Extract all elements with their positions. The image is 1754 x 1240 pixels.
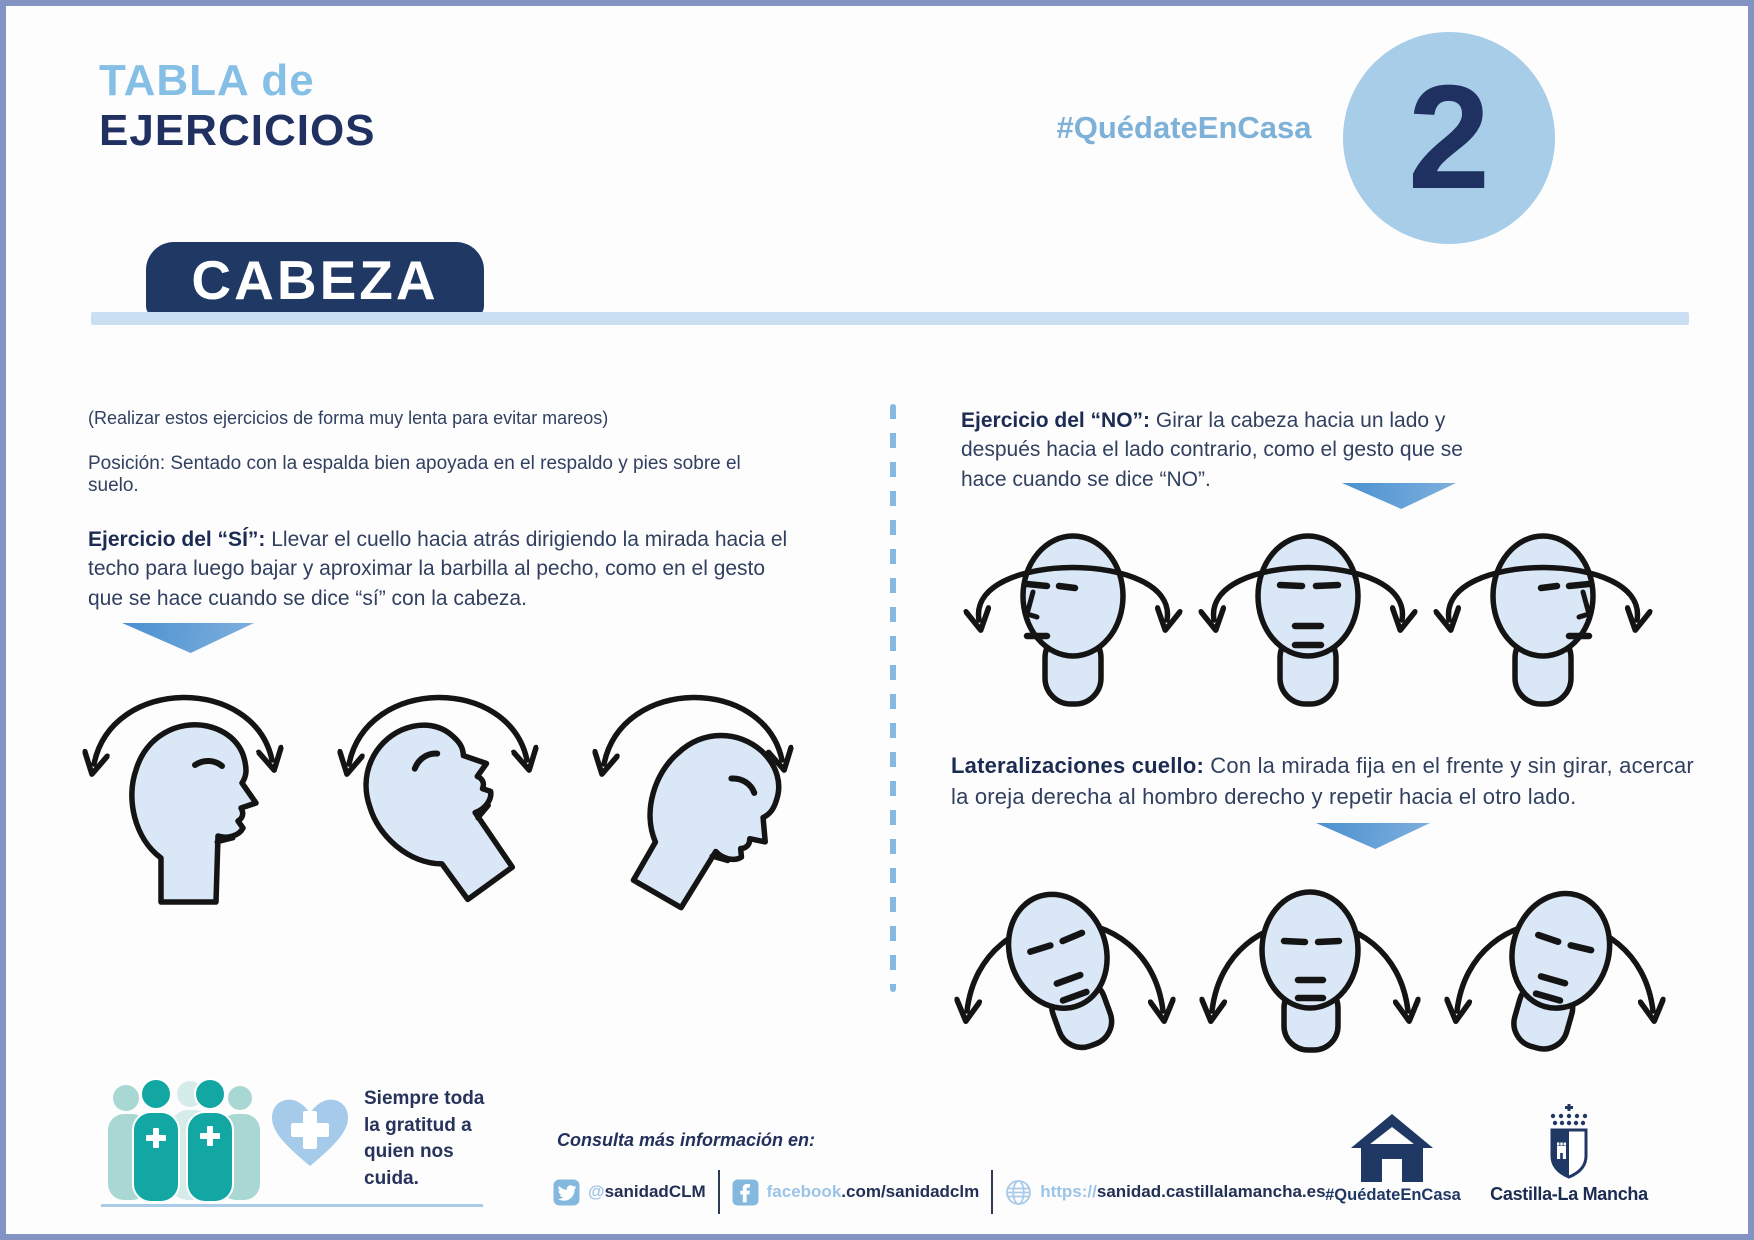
website-item [1005,1179,1325,1206]
hashtag-footer: #QuédateEnCasa [1325,1186,1461,1204]
facebook-prefix: facebook [766,1182,842,1201]
head-front-turned-left [979,536,1168,704]
house-icon [1351,1114,1433,1182]
hashtag-header: #QuédateEnCasa [1056,110,1312,145]
exercise-no-text: Girar la cabeza hacia un lado y después hacia el lado contrario, como el gesto que se hace cuando se dice “NO”. [961,409,1463,491]
facebook-f-icon [732,1179,759,1206]
exercise-no-label: Ejercicio del “NO”: [961,409,1151,432]
down-arrow-triangle [1316,823,1430,849]
position-instruction: Posición: Sentado con la espalda bien apoyada en el respaldo y pies sobre el suelo. [88,453,741,496]
head-profile-looking-up [340,697,545,916]
head-front-center [1214,536,1403,704]
column-divider [890,404,896,992]
exercise-no-illustration [956,522,1666,714]
url-scheme: https:// [1040,1182,1097,1201]
facebook-item [732,1179,980,1206]
gratitude-underline [101,1204,483,1207]
head-upright [1212,892,1408,1050]
page-title [99,56,376,156]
head-front-turned-right [1449,536,1638,704]
separator [991,1170,993,1214]
healthcare-workers-icon [106,1076,264,1202]
exercise-si-paragraph [88,525,788,613]
exercise-lateral-text: Con la mirada fija en el frente y sin girar, acercar la oreja derecha al hombro derecho y repetir hacia el otro lado. [951,753,1694,809]
left-column [88,408,788,613]
url-host: sanidad.castillalamancha.es [1096,1182,1326,1201]
exercise-si-illustration [68,646,828,916]
head-tilted-right [1457,882,1653,1060]
exercise-si-label: Ejercicio del “SÍ”: [88,528,266,551]
page-title-line2: EJERCICIOS [99,106,376,155]
heart-cross-icon [268,1096,352,1172]
exercise-no-paragraph [961,406,1506,494]
warning-note: (Realizar estos ejercicios de forma muy lenta para evitar mareos) [88,408,609,428]
brand-name: Castilla-La Mancha [1490,1184,1648,1204]
section-title-badge: CABEZA [146,242,484,318]
head-tilted-left [967,880,1163,1061]
gratitude-text: Siempre toda la gratitud a quien nos cuida. [364,1088,485,1189]
exercise-lateral-label: Lateralizaciones cuello: [951,753,1204,778]
separator [718,1170,720,1214]
twitter-bird-icon [553,1179,580,1206]
head-profile-neutral [94,697,272,902]
exercise-lateral-paragraph [951,751,1716,813]
more-info-label: Consulta más información en: [557,1130,816,1150]
page-number: 2 [1407,55,1491,220]
down-arrow-triangle [1342,483,1456,509]
page-number-badge [1343,32,1555,244]
twitter-at: @ [588,1182,605,1201]
facebook-path: .com/sanidadclm [841,1182,980,1201]
twitter-item [553,1179,706,1206]
exercise-si-text: Llevar el cuello hacia atrás dirigiendo la mirada hacia el techo para luego bajar y aproximar la barbilla al pecho, como en el gesto que se hace cuando se dice “sí” con la cabeza. [88,528,788,610]
page-title-line1: TABLA de [99,56,315,105]
twitter-handle: sanidadCLM [604,1182,706,1201]
exercise-lateral-illustration [948,866,1678,1071]
head-profile-looking-down [604,697,804,916]
section-underline [91,312,1689,325]
social-links-row [553,1168,1326,1216]
globe-icon [1005,1179,1032,1206]
castilla-la-mancha-shield-icon [1546,1104,1592,1182]
